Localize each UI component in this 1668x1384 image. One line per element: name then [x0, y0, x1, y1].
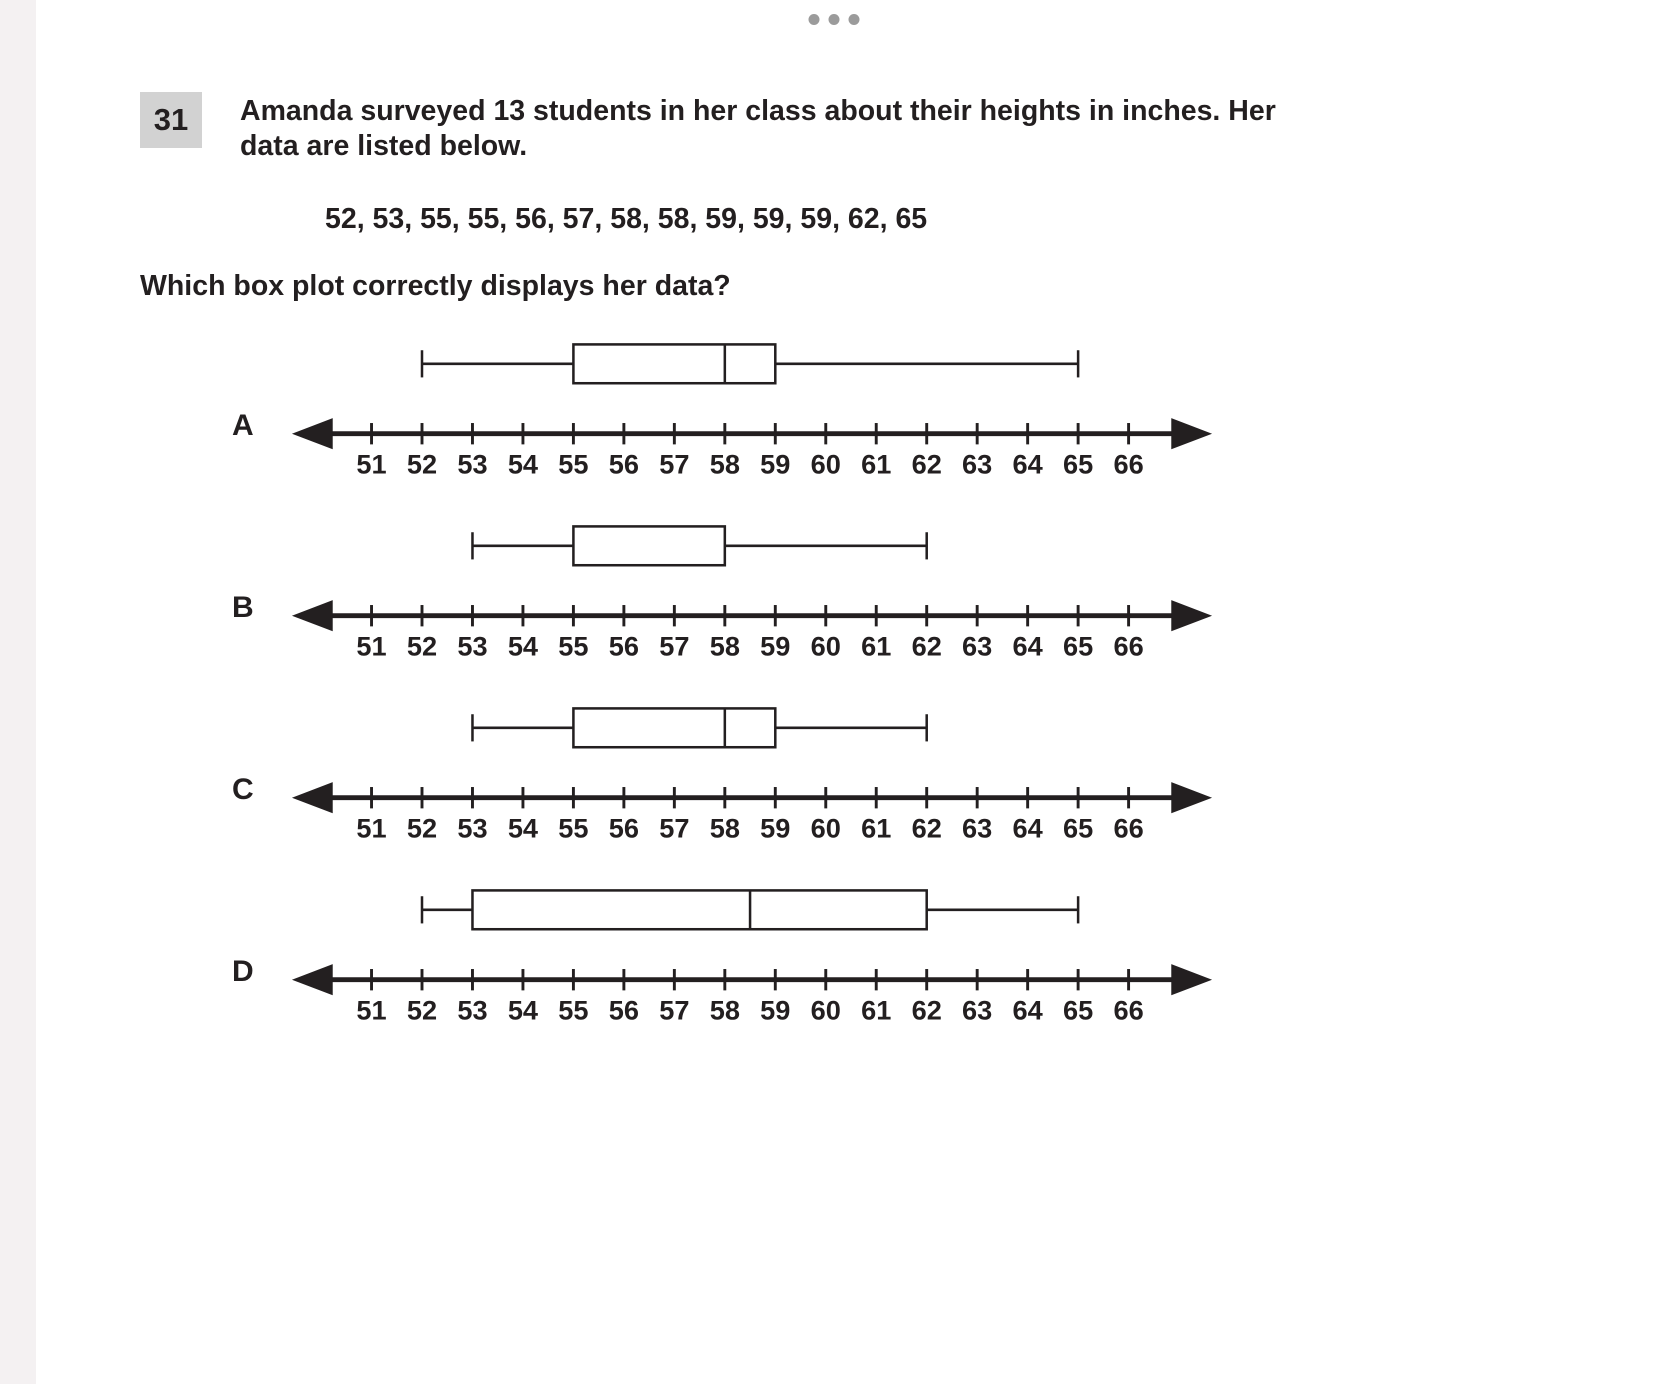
svg-text:51: 51: [356, 630, 387, 662]
svg-text:62: 62: [911, 630, 942, 662]
svg-text:55: 55: [558, 630, 589, 662]
svg-text:58: 58: [709, 448, 740, 480]
svg-text:57: 57: [659, 448, 690, 480]
svg-text:52: 52: [406, 448, 438, 480]
question-prompt: Amanda surveyed 13 students in her class about their heights in inches. Her data are listed below.: [240, 95, 1276, 163]
svg-text:61: 61: [861, 994, 892, 1026]
svg-text:66: 66: [1113, 448, 1144, 480]
svg-text:60: 60: [810, 448, 841, 480]
svg-text:53: 53: [457, 812, 488, 844]
svg-text:66: 66: [1113, 630, 1144, 662]
svg-text:58: 58: [709, 630, 740, 662]
svg-text:59: 59: [760, 448, 791, 480]
svg-text:56: 56: [608, 630, 639, 662]
svg-text:51: 51: [356, 994, 387, 1026]
svg-text:61: 61: [861, 448, 892, 480]
svg-text:53: 53: [457, 448, 488, 480]
svg-text:64: 64: [1012, 812, 1043, 844]
svg-text:63: 63: [962, 812, 993, 844]
option-label-d: D: [232, 954, 254, 988]
svg-text:57: 57: [659, 994, 690, 1026]
svg-text:56: 56: [608, 812, 639, 844]
svg-text:56: 56: [608, 994, 639, 1026]
page-left-margin: [0, 0, 36, 1384]
dot: [809, 14, 820, 25]
svg-text:52: 52: [406, 812, 438, 844]
answer-options: [232, 325, 1668, 1036]
svg-text:63: 63: [962, 630, 993, 662]
svg-text:64: 64: [1012, 630, 1043, 662]
svg-text:66: 66: [1113, 812, 1144, 844]
svg-text:65: 65: [1063, 448, 1094, 480]
svg-text:59: 59: [760, 812, 791, 844]
answer-option-c[interactable]: [232, 689, 1668, 854]
question-text: Which box plot correctly displays her data?: [140, 269, 731, 302]
svg-text:53: 53: [457, 630, 488, 662]
svg-text:55: 55: [558, 448, 589, 480]
svg-text:66: 66: [1113, 994, 1144, 1026]
svg-text:51: 51: [356, 448, 387, 480]
option-label-c: C: [232, 772, 254, 806]
question-header: [140, 92, 1668, 165]
svg-text:55: 55: [558, 994, 589, 1026]
boxplot-chart-b: [286, 507, 1218, 672]
svg-text:62: 62: [911, 812, 942, 844]
answer-option-b[interactable]: [232, 507, 1668, 672]
answer-option-a[interactable]: [232, 325, 1668, 490]
svg-text:52: 52: [406, 994, 438, 1026]
dot: [829, 14, 840, 25]
svg-text:55: 55: [558, 812, 589, 844]
svg-text:54: 54: [507, 812, 539, 844]
answer-option-d[interactable]: [232, 871, 1668, 1036]
data-list: 52, 53, 55, 55, 56, 57, 58, 58, 59, 59, 59, 62, 65: [325, 202, 928, 235]
svg-text:65: 65: [1063, 994, 1094, 1026]
svg-text:58: 58: [709, 812, 740, 844]
svg-text:59: 59: [760, 630, 791, 662]
svg-text:65: 65: [1063, 812, 1094, 844]
svg-text:61: 61: [861, 812, 892, 844]
svg-text:63: 63: [962, 994, 993, 1026]
svg-text:62: 62: [911, 994, 942, 1026]
svg-text:60: 60: [810, 630, 841, 662]
option-label-b: B: [232, 590, 254, 624]
question-number: 31: [140, 92, 202, 148]
option-label-a: A: [232, 408, 254, 442]
boxplot-chart-c: [286, 689, 1218, 854]
svg-text:54: 54: [507, 994, 539, 1026]
svg-text:65: 65: [1063, 630, 1094, 662]
dot: [849, 14, 860, 25]
svg-text:63: 63: [962, 448, 993, 480]
svg-text:62: 62: [911, 448, 942, 480]
svg-text:57: 57: [659, 812, 690, 844]
svg-text:52: 52: [406, 630, 438, 662]
svg-text:57: 57: [659, 630, 690, 662]
boxplot-chart-a: [286, 325, 1218, 490]
svg-text:54: 54: [507, 448, 539, 480]
svg-text:64: 64: [1012, 994, 1043, 1026]
boxplot-chart-d: [286, 871, 1218, 1036]
more-dots-icon[interactable]: [809, 14, 860, 25]
svg-text:56: 56: [608, 448, 639, 480]
svg-text:54: 54: [507, 630, 539, 662]
svg-text:51: 51: [356, 812, 387, 844]
svg-text:60: 60: [810, 812, 841, 844]
svg-text:58: 58: [709, 994, 740, 1026]
svg-text:64: 64: [1012, 448, 1043, 480]
svg-text:60: 60: [810, 994, 841, 1026]
svg-text:59: 59: [760, 994, 791, 1026]
svg-text:61: 61: [861, 630, 892, 662]
svg-text:53: 53: [457, 994, 488, 1026]
